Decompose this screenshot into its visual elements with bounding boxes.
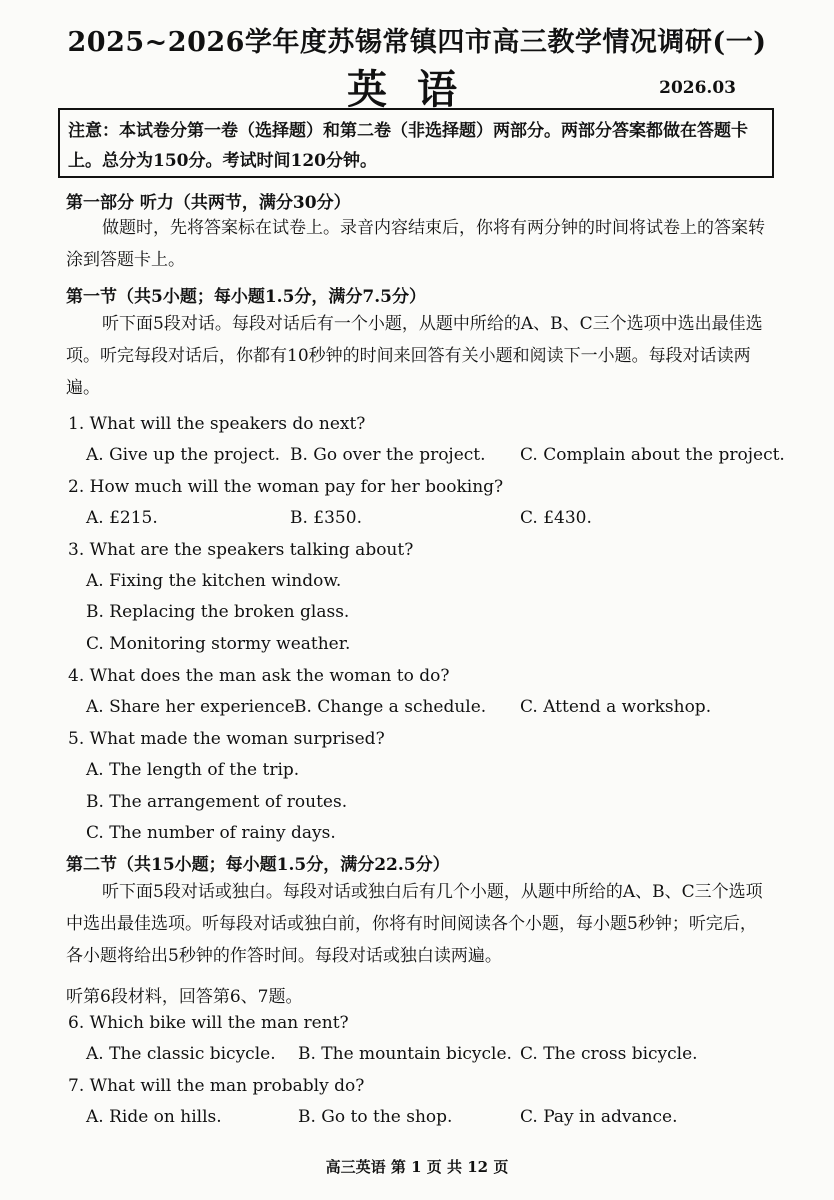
section1-heading: 第一节（共5小题；每小题1.5分，满分7.5分） (66, 287, 426, 307)
question-3-option-c: C. Monitoring stormy weather. (86, 634, 351, 654)
section2-heading: 第二节（共15小题；每小题1.5分，满分22.5分） (66, 855, 450, 875)
question-1-option-b: B. Go over the project. (290, 445, 486, 465)
question-2-option-a: A. £215. (86, 508, 158, 528)
question-2-option-b: B. £350. (290, 508, 362, 528)
material-note: 听第6段材料，回答第6、7题。 (66, 987, 303, 1007)
question-4-option-c: C. Attend a workshop. (520, 697, 712, 717)
part1-instruction: 做题时，先将答案标在试卷上。录音内容结束后，你将有两分钟的时间将试卷上的答案转涂到答题卡上。 (66, 218, 765, 270)
notice-box: 注意：本试卷分第一卷（选择题）和第二卷（非选择题）两部分。两部分答案都做在答题卡上。总分为150分。考试时间120分钟。 (58, 108, 774, 178)
section2-instruction: 听下面5段对话或独白。每段对话或独白后有几个小题，从题中所给的A、B、C三个选项中选出最佳选项。听每段对话或独白前，你将有时间阅读各个小题，每小题5秒钟；听完后，各小题将给出5秒钟的作答时间。每段对话或独白读两遍。 (66, 882, 763, 966)
section1-instruction: 听下面5段对话。每段对话后有一个小题，从题中所给的A、B、C三个选项中选出最佳选项。听完每段对话后，你都有10秒钟的时间来回答有关小题和阅读下一小题。每段对话读两遍。 (66, 314, 763, 398)
question-1-option-c: C. Complain about the project. (520, 445, 785, 465)
question-7-option-c: C. Pay in advance. (520, 1107, 678, 1127)
question-7-option-a: A. Ride on hills. (86, 1107, 222, 1127)
question-7-stem: 7. What will the man probably do? (68, 1076, 365, 1096)
question-3-option-a: A. Fixing the kitchen window. (86, 571, 342, 591)
question-3-stem: 3. What are the speakers talking about? (68, 540, 414, 560)
question-5-option-c: C. The number of rainy days. (86, 823, 336, 843)
question-5-option-a: A. The length of the trip. (86, 760, 300, 780)
question-1-stem: 1. What will the speakers do next? (68, 414, 366, 434)
question-2-option-c: C. £430. (520, 508, 592, 528)
question-6-stem: 6. Which bike will the man rent? (68, 1013, 349, 1033)
question-5-option-b: B. The arrangement of routes. (86, 792, 348, 812)
question-6-option-c: C. The cross bicycle. (520, 1044, 698, 1064)
page-footer: 高三英语 第 1 页 共 12 页 (325, 1158, 509, 1176)
question-6-option-b: B. The mountain bicycle. (298, 1044, 512, 1064)
subject-title: 英语 (347, 67, 487, 113)
question-3-option-b: B. Replacing the broken glass. (86, 602, 350, 622)
part1-heading: 第一部分 听力（共两节，满分30分） (66, 193, 351, 213)
exam-title: 2025~2026学年度苏锡常镇四市高三教学情况调研(一) (67, 27, 767, 58)
question-5-stem: 5. What made the woman surprised? (68, 729, 385, 749)
question-2-stem: 2. How much will the woman pay for her booking? (68, 477, 504, 497)
question-7-option-b: B. Go to the shop. (298, 1107, 453, 1127)
exam-date: 2026.03 (659, 78, 736, 98)
question-4-option-a: A. Share her experience. (86, 697, 301, 717)
question-1-option-a: A. Give up the project. (86, 445, 280, 465)
question-6-option-a: A. The classic bicycle. (86, 1044, 276, 1064)
question-4-stem: 4. What does the man ask the woman to do? (68, 666, 450, 686)
question-4-option-b: B. Change a schedule. (294, 697, 487, 717)
